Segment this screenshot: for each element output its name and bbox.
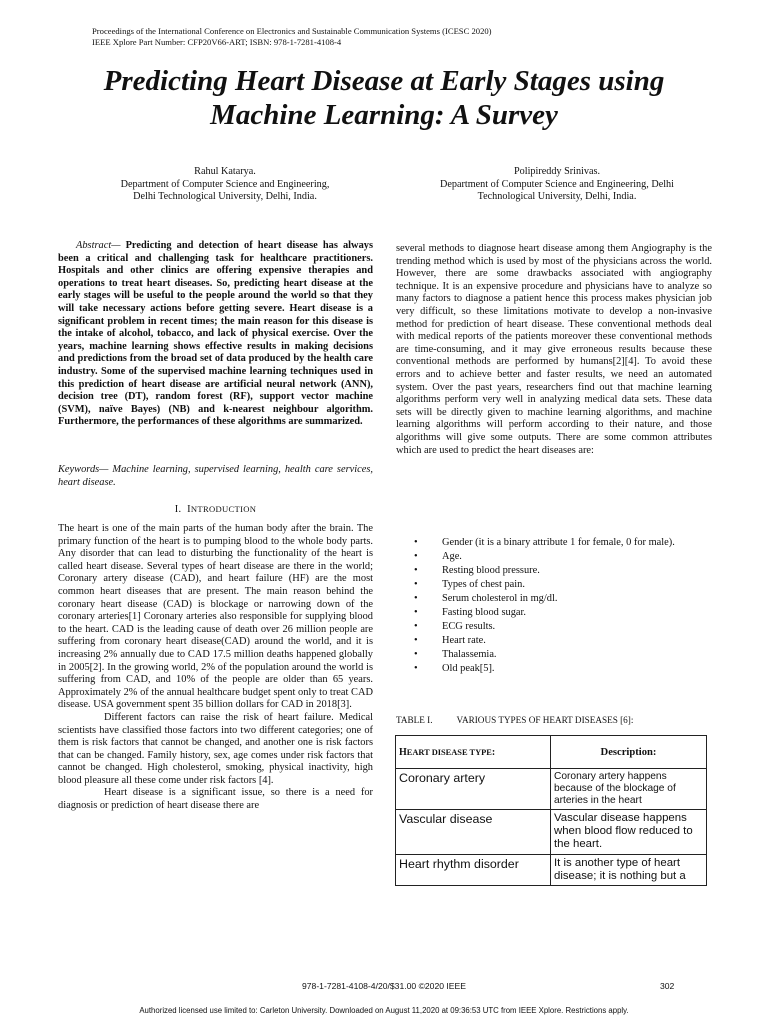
table-row xyxy=(396,854,707,885)
table-cell-description: It is another type of heart disease; it is nothing but a xyxy=(551,854,707,885)
table-header-row xyxy=(396,736,707,769)
author-2 xyxy=(392,166,722,204)
bullet-glyph: • xyxy=(414,579,418,590)
heart-disease-table xyxy=(395,735,707,886)
section-title-first: I xyxy=(187,504,191,515)
author-1 xyxy=(60,166,390,204)
bullet-glyph: • xyxy=(414,663,418,674)
abstract xyxy=(58,240,373,429)
intro-paragraph-3: Heart disease is a significant issue, so there is a need for diagnosis or prediction of heart disease there are xyxy=(58,787,373,812)
footer-copyright: 978-1-7281-4108-4/20/$31.00 ©2020 IEEE xyxy=(301,981,466,991)
bullet-glyph: • xyxy=(414,635,418,646)
author-2-dept: Department of Computer Science and Engineering, Delhi xyxy=(440,178,674,190)
bullet-glyph: • xyxy=(414,565,418,576)
proceedings-header xyxy=(92,26,492,48)
bullet-glyph: • xyxy=(414,649,418,660)
title-line-1: Predicting Heart Disease at Early Stages using xyxy=(103,65,665,97)
title-line-2: Machine Learning: A Survey xyxy=(210,99,558,131)
list-item: • Resting blood pressure. xyxy=(414,565,540,576)
bullet-glyph: • xyxy=(414,537,418,548)
author-1-name: Rahul Katarya. xyxy=(194,166,256,177)
table-caption xyxy=(396,715,633,725)
column-header-description: Description: xyxy=(551,736,707,769)
section-heading-introduction xyxy=(58,504,373,515)
list-item: • Fasting blood sugar. xyxy=(414,607,526,618)
table-caption-number: TABLE I. xyxy=(396,715,433,725)
header-line-1: Proceedings of the International Conference on Electronics and Sustainable Communication Systems (ICESC 2020) xyxy=(92,26,492,36)
column-header-type: HEART DISEASE TYPE: xyxy=(396,736,551,769)
table-caption-text: VARIOUS TYPES OF HEART DISEASES [6]: xyxy=(456,715,634,725)
section-title-rest: NTRODUCTION xyxy=(190,504,257,514)
page-number: 302 xyxy=(660,981,675,991)
list-item: • Serum cholesterol in mg/dl. xyxy=(414,593,558,604)
author-2-name: Polipireddy Srinivas. xyxy=(513,166,601,177)
list-item: • ECG results. xyxy=(414,621,496,632)
keywords: Keywords— Machine learning, supervised learning, health care services, heart disease. xyxy=(58,464,373,488)
list-item: • Old peak[5]. xyxy=(414,663,495,674)
intro-paragraph-2: Different factors can raise the risk of heart failure. Medical scientists have classified those factors into two different categories; one of them is risk factors that cannot be changed, and another one is risk factors that can be changed. Family history, sex, age comes under risk factors that cannot be changed. High cholesterol, smoking, physical inactivity, high blood pleasure all these come under risk factors [4]. xyxy=(58,711,373,786)
attribute-list xyxy=(414,536,714,676)
introduction-body xyxy=(58,523,373,813)
table-cell-type: Heart rhythm disorder xyxy=(396,854,551,885)
list-item: • Gender (it is a binary attribute 1 for female, 0 for male). xyxy=(414,537,675,548)
list-item: • Thalassemia. xyxy=(414,649,497,660)
table-cell-description: Vascular disease happens when blood flow reduced to the heart. xyxy=(551,810,707,855)
bullet-glyph: • xyxy=(414,551,418,562)
table-row xyxy=(396,810,707,855)
author-1-dept: Department of Computer Science and Engineering, xyxy=(120,178,330,190)
paper-title xyxy=(0,64,768,132)
right-column-text: several methods to diagnose heart disease among them Angiography is the trending method which is used by most of the physicians across the world. However, there are some drawbacks associated with angiography technique. It is an expensive procedure and physicians have to analyze so many factors to diagnose a patient hence this process makes physician job very difficult, so these limitations motivate to develop a non-invasive method for prediction of heart disease. These conventional methods deal with medical reports of the patients moreover these conventional methods are time-consuming, and it may give erroneous results because these conventional methods are performed by humans[2][4]. To avoid these errors and to achieve better and faster results, we need an automated system. Over the past years, researchers find out that machine learning algorithms perform very well in analyzing medical data sets. These data sets will be directly given to machine learning algorithms, and machine learning algorithms will perform according to their nature, and those algorithms will give some outputs. There are some common attributes which are used to predict the heart diseases are: xyxy=(396,243,712,456)
license-notice: Authorized licensed use limited to: Carleton University. Downloaded on August 11,2020 at 09:36:53 UTC from IEEE Xplore. Restrictions apply. xyxy=(139,1006,629,1015)
table-row xyxy=(396,769,707,810)
intro-paragraph-1: The heart is one of the main parts of the human body after the brain. The primary function of the heart is to pumping blood to the whole body parts. Any disorder that can lead to disturbing the functionality of the heart is called heart disease. Several types of heart disease are there in the world; Coronary artery disease (CAD), and heart failure (HF) are the most common heart diseases that are present. The main reason behind the coronary heart disease (CAD) is blockage or narrowing down of the coronary arteries[1] Coronary arteries also responsible for supplying blood to the heart. CAD is the leading cause of death over 26 million people are suffering from coronary heart disease(CAD) around the world, and it is increasing 2% annually due to CAD 17.5 million deaths happened globally in 2005[2]. In the growing world, 2% of the population around the world is suffering from CAD, and 10% of the people are older than 65 years. Approximately 2% of the annual healthcare budget spent only to treat CAD disease. USA government spent 35 billion dollars for CAD in 2018[3]. xyxy=(58,523,373,711)
bullet-glyph: • xyxy=(414,621,418,632)
section-number: I. xyxy=(174,504,182,515)
abstract-label: Abstract— xyxy=(76,240,121,251)
table-cell-type: Coronary artery xyxy=(396,769,551,810)
list-item: • Age. xyxy=(414,551,462,562)
list-item: • Heart rate. xyxy=(414,635,486,646)
list-item: • Types of chest pain. xyxy=(414,579,525,590)
author-2-inst: Technological University, Delhi, India. xyxy=(477,191,637,203)
header-line-2: IEEE Xplore Part Number: CFP20V66-ART; ISBN: 978-1-7281-4108-4 xyxy=(92,37,342,47)
author-1-inst: Delhi Technological University, Delhi, India. xyxy=(133,191,317,203)
table-cell-description: Coronary artery happens because of the blockage of arteries in the heart xyxy=(551,769,707,810)
abstract-text: Predicting and detection of heart disease has always been a critical and challenging task for healthcare practitioners. Hospitals and other clinics are offering expensive therapies and operations to treat heart diseases. So, predicting heart disease at the early stages will be useful to the people around the world so that they will take necessary actions before getting severe. Heart disease is a significant problem in recent times; the main reason for this disease is the intake of alcohol, tobacco, and lack of physical exercise. Over the years, machine learning shows effective results in making decisions and predictions from the broad set of data produced by the health care industry. Some of the supervised machine learning techniques used in this prediction of heart disease are artificial neural network (ANN), decision tree (DT), random forest (RF), support vector machine (SVM), naïve Bayes) (NB) and k-nearest neighbour algorithm. Furthermore, the performances of these algorithms are summarized. xyxy=(58,240,373,428)
bullet-glyph: • xyxy=(414,593,418,604)
table-cell-type: Vascular disease xyxy=(396,810,551,855)
bullet-glyph: • xyxy=(414,607,418,618)
